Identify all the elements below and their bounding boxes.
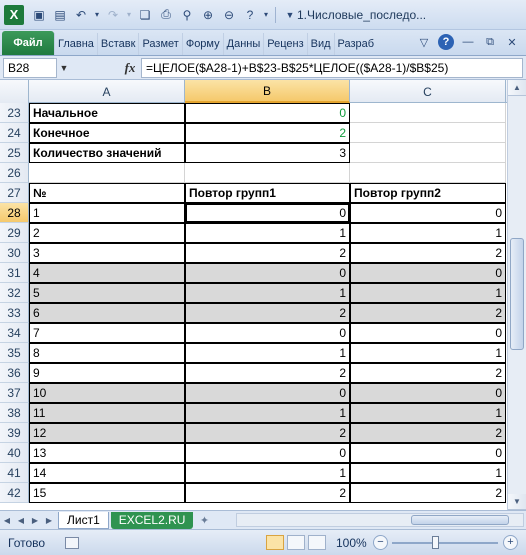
page-layout-view-icon[interactable] xyxy=(287,535,305,550)
table-row xyxy=(0,383,507,403)
cell-c[interactable]: 2 xyxy=(350,483,506,503)
zoom-out-icon[interactable]: ⊖ xyxy=(223,7,235,22)
cell-a[interactable]: 11 xyxy=(29,403,185,423)
table-row xyxy=(0,323,507,343)
cell-b[interactable] xyxy=(185,163,350,183)
cell-b[interactable]: 0 xyxy=(185,443,350,463)
status-ready: Готово xyxy=(8,535,46,550)
status-bar xyxy=(0,529,526,555)
cell-a[interactable]: 7 xyxy=(29,323,185,343)
row-header[interactable]: 39 xyxy=(0,423,29,443)
table-row xyxy=(0,163,507,183)
first-sheet-icon[interactable]: ◀ xyxy=(3,515,11,525)
help-icon[interactable]: ? xyxy=(438,34,454,50)
next-sheet-icon[interactable]: ▶ xyxy=(31,515,39,525)
tab-home[interactable]: Главна xyxy=(54,33,97,55)
customize-qat-icon[interactable]: ▼ xyxy=(285,9,295,20)
formula-bar-splitter[interactable] xyxy=(71,58,119,78)
copy-icon[interactable]: ❏ xyxy=(139,7,151,22)
cell-b[interactable]: 0 xyxy=(185,263,350,283)
sheet-tab-excel2ru[interactable]: EXCEL2.RU xyxy=(111,512,194,529)
cell-a[interactable]: 4 xyxy=(29,263,185,283)
insert-sheet-icon[interactable]: ✦ xyxy=(199,514,210,527)
table-row xyxy=(0,263,507,283)
cell-c[interactable]: Повтор групп2 xyxy=(350,183,506,203)
undo-icon[interactable]: ↶ xyxy=(75,7,87,22)
prev-sheet-icon[interactable]: ◀ xyxy=(17,515,25,525)
redo-icon[interactable]: ↷ xyxy=(107,7,119,22)
cell-a[interactable]: 14 xyxy=(29,463,185,483)
cell-a[interactable]: 12 xyxy=(29,423,185,443)
cell-a[interactable]: 1 xyxy=(29,203,185,223)
row-header[interactable]: 41 xyxy=(0,463,29,483)
row-header[interactable]: 24 xyxy=(0,123,29,143)
cell-a[interactable]: 15 xyxy=(29,483,185,503)
vertical-scrollbar[interactable] xyxy=(507,80,526,510)
undo-dropdown-icon[interactable]: ▾ xyxy=(94,10,99,19)
tab-view[interactable]: Вид xyxy=(307,33,334,55)
cell-a[interactable] xyxy=(29,163,185,183)
name-box[interactable]: B28 xyxy=(3,58,57,78)
table-row xyxy=(0,483,507,503)
table-row xyxy=(0,223,507,243)
row-header[interactable]: 34 xyxy=(0,323,29,343)
cell-c[interactable] xyxy=(350,143,506,163)
zoom-in-button[interactable]: + xyxy=(503,535,518,550)
cell-b[interactable]: 0 xyxy=(185,323,350,343)
table-row xyxy=(0,243,507,263)
qat-dropdown-icon[interactable]: ▾ xyxy=(263,10,268,19)
row-header[interactable]: 31 xyxy=(0,263,29,283)
table-row xyxy=(0,443,507,463)
row-header[interactable]: 25 xyxy=(0,143,29,163)
last-sheet-icon[interactable]: ▶ xyxy=(45,515,53,525)
table-row xyxy=(0,283,507,303)
table-row xyxy=(0,123,507,143)
cell-a[interactable]: 10 xyxy=(29,383,185,403)
cell-c[interactable]: 2 xyxy=(350,423,506,443)
scroll-down-icon[interactable]: ▼ xyxy=(508,494,526,510)
cell-a[interactable]: 9 xyxy=(29,363,185,383)
minimize-window-icon[interactable]: — xyxy=(462,36,474,48)
row-header[interactable]: 27 xyxy=(0,183,29,203)
view-buttons xyxy=(266,535,326,550)
redo-dropdown-icon[interactable]: ▾ xyxy=(126,10,131,19)
zoom-slider-thumb[interactable] xyxy=(432,536,439,549)
table-row xyxy=(0,203,507,223)
cell-c[interactable]: 0 xyxy=(350,203,506,223)
cell-b[interactable]: 0 xyxy=(185,383,350,403)
cell-c[interactable] xyxy=(350,163,506,183)
row-header[interactable]: 37 xyxy=(0,383,29,403)
horizontal-scrollbar[interactable] xyxy=(236,513,524,527)
cell-c[interactable]: 1 xyxy=(350,403,506,423)
cell-b[interactable]: 2 xyxy=(185,123,350,143)
table-row xyxy=(0,183,507,203)
table-row xyxy=(0,363,507,383)
cell-b[interactable]: Повтор групп1 xyxy=(185,183,350,203)
row-header[interactable]: 32 xyxy=(0,283,29,303)
tab-data[interactable]: Данны xyxy=(223,33,264,55)
ribbon-tabs xyxy=(0,30,526,56)
cell-c[interactable]: 1 xyxy=(350,343,506,363)
horizontal-scroll-thumb[interactable] xyxy=(411,515,509,525)
tab-developer[interactable]: Разраб xyxy=(334,33,378,55)
cell-b[interactable]: 1 xyxy=(185,223,350,243)
quick-access-toolbar xyxy=(30,6,299,24)
cell-c[interactable]: 1 xyxy=(350,283,506,303)
close-window-icon[interactable]: ✕ xyxy=(507,36,517,49)
row-header[interactable]: 36 xyxy=(0,363,29,383)
cell-c[interactable]: 0 xyxy=(350,383,506,403)
row-header[interactable]: 29 xyxy=(0,223,29,243)
column-header-a[interactable]: A xyxy=(29,80,185,103)
insert-function-icon[interactable]: fx xyxy=(124,59,136,75)
cell-b[interactable]: 3 xyxy=(185,143,350,163)
cell-c[interactable]: 2 xyxy=(350,243,506,263)
worksheet-grid xyxy=(0,80,526,510)
tab-file[interactable]: Файл xyxy=(2,31,54,55)
restore-window-icon[interactable]: ⧉ xyxy=(486,35,494,48)
save-as-icon[interactable]: ▤ xyxy=(54,7,66,22)
row-header[interactable]: 35 xyxy=(0,343,29,363)
cell-a[interactable]: № xyxy=(29,183,185,203)
cell-c[interactable]: 0 xyxy=(350,263,506,283)
cell-c[interactable] xyxy=(350,103,506,123)
cell-a[interactable]: 6 xyxy=(29,303,185,323)
tab-insert[interactable]: Вставк xyxy=(97,33,139,55)
cell-a[interactable]: 2 xyxy=(29,223,185,243)
name-box-dropdown-icon[interactable]: ▼ xyxy=(59,62,69,73)
window-title: 1.Числовые_последо... xyxy=(297,8,427,22)
title-bar xyxy=(0,0,526,30)
table-row xyxy=(0,143,507,163)
ribbon-window-controls xyxy=(416,34,520,50)
zoom-level[interactable]: 100% xyxy=(336,536,367,550)
normal-view-icon[interactable] xyxy=(266,535,284,550)
cell-c[interactable]: 2 xyxy=(350,303,506,323)
cell-c[interactable]: 0 xyxy=(350,443,506,463)
cell-a[interactable]: Начальное xyxy=(29,103,185,123)
grid-rows xyxy=(0,103,507,503)
cell-c[interactable]: 2 xyxy=(350,363,506,383)
row-header[interactable]: 33 xyxy=(0,303,29,323)
cell-b[interactable]: 2 xyxy=(185,243,350,263)
cell-b[interactable]: 2 xyxy=(185,363,350,383)
row-header[interactable]: 26 xyxy=(0,163,29,183)
cell-a[interactable]: 13 xyxy=(29,443,185,463)
row-header[interactable]: 42 xyxy=(0,483,29,503)
tab-page-layout[interactable]: Размет xyxy=(138,33,181,55)
excel-app-icon[interactable]: X xyxy=(4,5,24,25)
cell-c[interactable]: 1 xyxy=(350,463,506,483)
help-arrow-icon[interactable]: ? xyxy=(246,7,254,22)
page-break-view-icon[interactable] xyxy=(308,535,326,550)
column-headers xyxy=(0,80,507,103)
table-row xyxy=(0,303,507,323)
row-header[interactable]: 30 xyxy=(0,243,29,263)
save-icon[interactable]: ▣ xyxy=(33,7,45,22)
macro-record-icon[interactable] xyxy=(65,537,79,549)
table-row xyxy=(0,103,507,123)
cell-a[interactable]: Количество значений xyxy=(29,143,185,163)
formula-bar xyxy=(0,56,526,80)
cell-b[interactable]: 2 xyxy=(185,303,350,323)
cell-b[interactable]: 1 xyxy=(185,343,350,363)
separator xyxy=(275,7,276,23)
print-icon[interactable]: ⎙ xyxy=(161,7,171,21)
row-header[interactable]: 28 xyxy=(0,203,29,223)
row-header[interactable]: 38 xyxy=(0,403,29,423)
vertical-scroll-thumb[interactable] xyxy=(510,238,524,350)
table-row xyxy=(0,343,507,363)
row-header[interactable]: 40 xyxy=(0,443,29,463)
row-header[interactable]: 23 xyxy=(0,103,29,123)
sheet-tab-bar xyxy=(0,510,526,529)
cell-a[interactable]: 3 xyxy=(29,243,185,263)
cell-b[interactable]: 0 xyxy=(185,103,350,123)
zoom-slider-track[interactable] xyxy=(392,542,498,544)
column-header-b[interactable]: B xyxy=(185,80,350,103)
cell-c[interactable]: 1 xyxy=(350,223,506,243)
cell-b[interactable]: 2 xyxy=(185,423,350,443)
sheet-tab-list1[interactable]: Лист1 xyxy=(58,512,109,529)
cell-b[interactable]: 1 xyxy=(185,403,350,423)
cell-c[interactable]: 0 xyxy=(350,323,506,343)
cell-c[interactable] xyxy=(350,123,506,143)
table-row xyxy=(0,403,507,423)
cell-a[interactable]: Конечное xyxy=(29,123,185,143)
table-row xyxy=(0,463,507,483)
select-all-corner[interactable] xyxy=(0,80,29,103)
print-preview-icon[interactable]: ⚲ xyxy=(182,7,192,22)
column-header-c[interactable]: C xyxy=(350,80,506,103)
cell-b[interactable]: 2 xyxy=(185,483,350,503)
cell-a[interactable]: 5 xyxy=(29,283,185,303)
tab-formulas[interactable]: Форму xyxy=(182,33,223,55)
cell-b[interactable]: 1 xyxy=(185,283,350,303)
zoom-in-icon[interactable]: ⊕ xyxy=(202,7,214,22)
cell-a[interactable]: 8 xyxy=(29,343,185,363)
tab-review[interactable]: Реценз xyxy=(263,33,306,55)
formula-input[interactable]: =ЦЕЛОЕ($A28-1)+B$23-B$25*ЦЕЛОЕ(($A28-1)/$B$25) xyxy=(141,58,523,78)
scroll-up-icon[interactable]: ▲ xyxy=(508,80,526,96)
cell-b[interactable]: 0 xyxy=(185,203,350,223)
minimize-ribbon-icon[interactable]: ▽ xyxy=(419,36,429,49)
cell-b[interactable]: 1 xyxy=(185,463,350,483)
table-row xyxy=(0,423,507,443)
zoom-out-button[interactable]: − xyxy=(373,535,388,550)
